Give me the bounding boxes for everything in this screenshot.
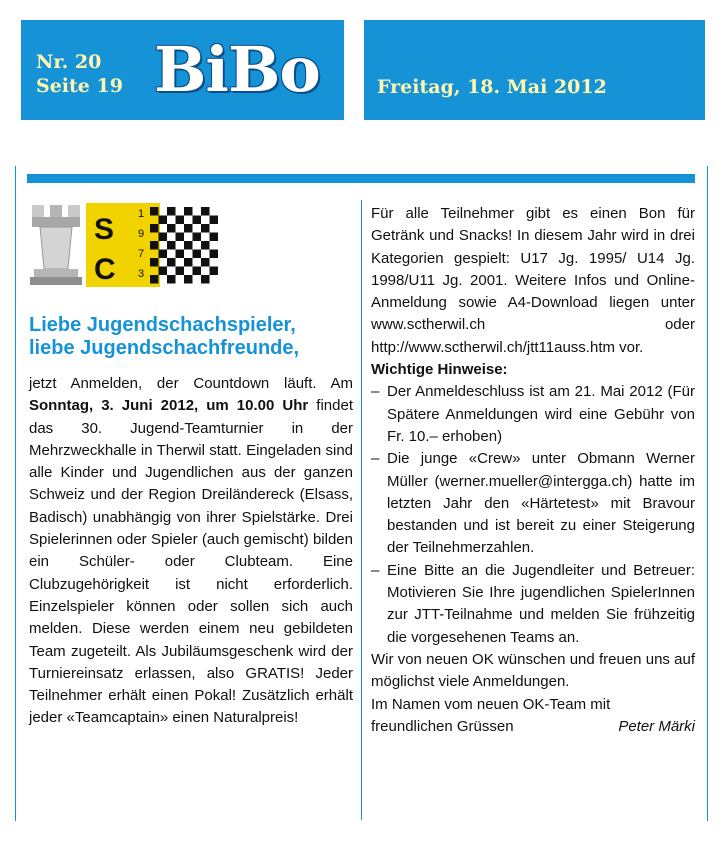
- greeting-end: freundlichen Grüssen: [371, 717, 514, 735]
- notes-heading: Wichtige Hinweise:: [371, 361, 508, 379]
- intro-body: findet das 30. Jugend-Teamturnier in der Mehrzweckhalle in Therwil statt. Eingeladen sind alle Kinder und Jugendlichen aus der ganzen Schweiz und der Region Dreiländereck (Elsass, Badisch) unabhängig von ihrer Spielstärke. Drei Spielerinnen oder Spieler (auch gemischt) bilden ein Schüler- oder Clubteam. Eine Clubzugehörigkeit ist nicht erforderlich. Einzelspieler können oder sollen sich auch melden. Diese werden einem neu gebildeten Team zugeteilt. Als Jubiläumsgeschenk wird der Turniereinsatz erlassen, also GRATIS! Jeder Teilnehmer erhält einen Pokal! Zusätzlich erhält jeder «Teamcaptain» einen Naturalpreis!: [29, 397, 353, 727]
- greeting-line: Im Namen vom neuen OK-Team mit: [371, 695, 611, 713]
- author-signature: Peter Märki: [618, 717, 695, 735]
- list-item: – Die junge «Crew» unter Obmann Werner Müller (werner.mueller@intergga.ch) hatte im letzten Jahr den «Härtetest» mit Bravour bestanden und ist bereit zu einer Steigerung der Teilnehmerzahlen.: [371, 448, 695, 559]
- frame-right-rule: [707, 166, 708, 821]
- bibo-logo: BiBo: [154, 33, 320, 106]
- rook-icon: [28, 203, 86, 287]
- issue-number: Nr. 20: [36, 51, 102, 73]
- right-intro: Für alle Teilnehmer gibt es einen Bon für Getränk und Snacks! In diesem Jahr wird in drei Kategorien gespielt: U17 Jg. 1995/ U14 Jg. 1998/U11 Jg. 2001. Weitere Infos und Online-Anmeldung sowie A4-Download liegen unter www.sctherwil.ch oder http://www.sctherwil.ch/jtt11auss.htm vor.: [371, 205, 695, 356]
- list-item: – Eine Bitte an die Jugendleiter und Betreuer: Motivieren Sie Ihre jugendlichen SpielerInnen zur JTT-Teilnahme und melden Sie frühzeitig die vorgesehenen Teams an.: [371, 560, 695, 649]
- year-digit: 9: [138, 228, 145, 240]
- column-divider: [361, 200, 362, 820]
- chess-club-logo: [28, 203, 218, 287]
- event-date: Sonntag, 3. Juni 2012, um 10.00 Uhr: [29, 397, 309, 415]
- frame-left-rule: [15, 166, 16, 821]
- article-column-left: [29, 373, 353, 730]
- masthead-right: [364, 20, 705, 120]
- list-item: – Der Anmeldeschluss ist am 21. Mai 2012 (Für Spätere Anmeldungen wird eine Gebühr von Fr. 10.– erhoben): [371, 381, 695, 448]
- year-digit: 7: [138, 248, 145, 260]
- masthead-left: [21, 20, 344, 120]
- article-column-right: [371, 203, 695, 738]
- checkerboard-icon: [150, 207, 218, 284]
- page-number: Seite 19: [36, 75, 123, 97]
- signature-line: [371, 716, 695, 738]
- club-letter-s: S: [94, 213, 115, 246]
- notes-list: [371, 381, 695, 649]
- closing-text: Wir von neuen OK wünschen und freuen uns auf möglichst viele Anmeldungen.: [371, 650, 695, 691]
- article-headline: Liebe Jugendschachspieler, liebe Jugendschachfreunde,: [29, 314, 300, 359]
- year-digit: 1: [138, 208, 145, 220]
- issue-date: Freitag, 18. Mai 2012: [377, 76, 607, 98]
- year-digit: 3: [138, 268, 145, 280]
- club-letter-c: C: [94, 253, 116, 286]
- intro-text: jetzt Anmelden, der Countdown läuft. Am: [29, 375, 353, 392]
- issue-info: [36, 50, 123, 98]
- article-top-bar: [27, 174, 695, 183]
